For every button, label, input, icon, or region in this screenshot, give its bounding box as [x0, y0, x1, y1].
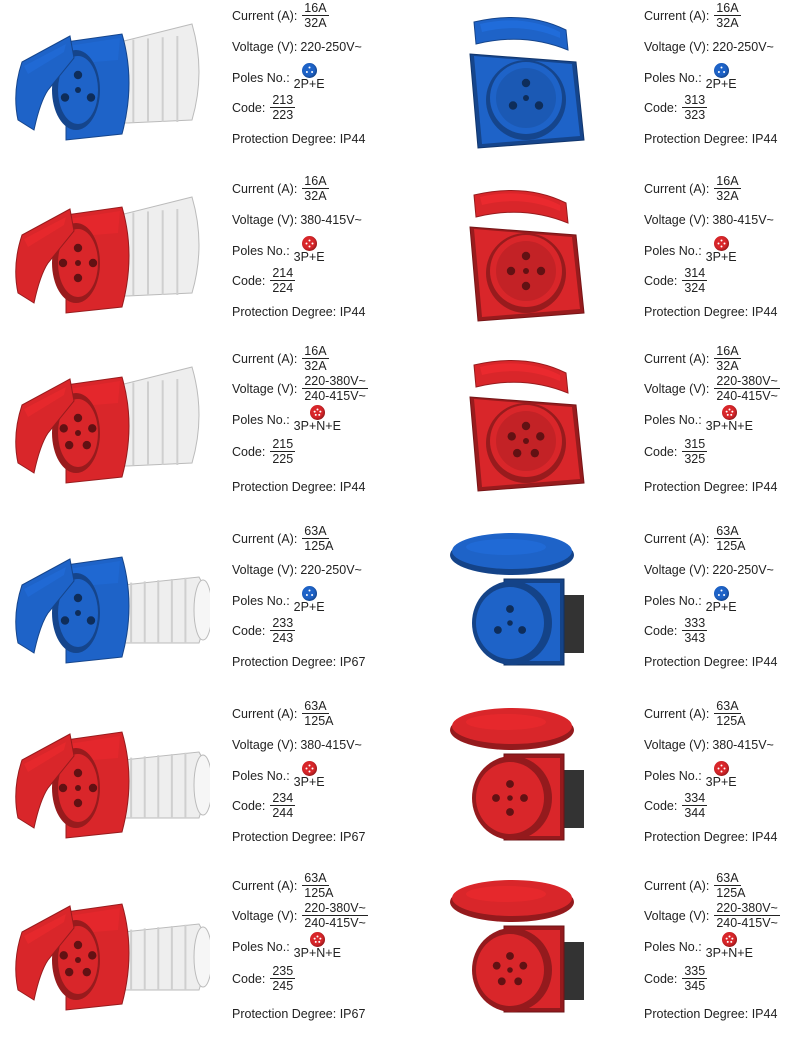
poles-text: 3P+E [293, 250, 325, 264]
current-row [644, 699, 748, 728]
voltage-values-lower: 240-415V~ [716, 916, 778, 930]
poles-row [232, 940, 341, 960]
code-values [270, 94, 295, 122]
protection-row [232, 305, 365, 319]
code-label: Code: [232, 799, 266, 813]
poles-label: Poles No.: [232, 413, 290, 427]
poles-label: Poles No.: [644, 71, 702, 85]
product-image [416, 175, 622, 325]
code-row [644, 791, 707, 820]
current-row [232, 524, 336, 553]
pole-pattern-icon [714, 236, 729, 251]
poles-row [232, 594, 325, 614]
voltage-values [714, 375, 780, 403]
poles-value [706, 932, 753, 960]
current-values-upper: 16A [716, 344, 739, 358]
voltage-row [644, 374, 780, 403]
code-row [232, 266, 295, 295]
code-values [270, 792, 295, 820]
code-values-lower: 225 [272, 452, 294, 466]
voltage-value: 380-415V~ [712, 213, 774, 227]
poles-value [706, 405, 753, 433]
code-values-lower: 345 [684, 979, 706, 993]
current-values-lower: 125A [304, 714, 334, 728]
current-values [714, 872, 747, 900]
poles-text: 3P+E [705, 775, 737, 789]
wall-socket-picture [416, 2, 622, 152]
protection-row [232, 655, 365, 669]
wall-socket-picture [416, 175, 622, 325]
code-label: Code: [232, 445, 266, 459]
code-label: Code: [644, 445, 678, 459]
poles-text: 3P+E [293, 775, 325, 789]
code-row [644, 616, 707, 645]
current-values-upper: 63A [304, 871, 327, 885]
pole-pattern-icon [302, 761, 317, 776]
current-row [232, 1, 329, 30]
protection-row [644, 1007, 777, 1021]
current-values-upper: 16A [716, 1, 739, 15]
voltage-row [232, 738, 362, 752]
protection-row [644, 655, 777, 669]
pole-pattern-icon [714, 63, 729, 78]
pole-pattern-icon [714, 761, 729, 776]
pole-pattern-icon [722, 405, 737, 420]
voltage-label: Voltage (V): [232, 40, 298, 54]
current-values [302, 700, 335, 728]
current-values [302, 345, 328, 373]
code-values [682, 267, 707, 295]
code-values-lower: 244 [272, 806, 294, 820]
current-label: Current (A): [232, 532, 298, 546]
code-label: Code: [232, 101, 266, 115]
voltage-row [644, 213, 774, 227]
current-values [714, 175, 740, 203]
protection-row [232, 480, 365, 494]
panel-socket-picture [416, 872, 622, 1022]
code-row [232, 964, 295, 993]
poles-label: Poles No.: [232, 594, 290, 608]
poles-text: 2P+E [705, 77, 737, 91]
code-label: Code: [232, 972, 266, 986]
code-row [644, 964, 707, 993]
code-values-upper: 315 [684, 437, 706, 451]
code-values-upper: 313 [684, 93, 706, 107]
poles-value [294, 761, 325, 789]
product-card [0, 700, 398, 872]
code-values [270, 267, 295, 295]
voltage-row [232, 40, 362, 54]
voltage-values-upper: 220-380V~ [304, 374, 366, 388]
voltage-values [302, 375, 368, 403]
poles-label: Poles No.: [644, 594, 702, 608]
current-values [714, 345, 740, 373]
current-values [714, 2, 740, 30]
current-values-lower: 32A [716, 189, 739, 203]
poles-row [644, 594, 737, 614]
voltage-label: Voltage (V): [232, 909, 298, 923]
voltage-label: Voltage (V): [644, 40, 710, 54]
protection-degree: Protection Degree: IP44 [644, 1007, 778, 1021]
code-values [682, 792, 707, 820]
current-values [302, 175, 328, 203]
protection-degree: Protection Degree: IP44 [232, 132, 366, 146]
voltage-value: 380-415V~ [300, 738, 362, 752]
voltage-values-lower: 240-415V~ [716, 389, 778, 403]
product-card [0, 345, 398, 517]
current-label: Current (A): [644, 352, 710, 366]
product-image [416, 872, 622, 1022]
current-values-upper: 63A [716, 524, 739, 538]
poles-row [232, 769, 325, 789]
product-image [4, 345, 210, 495]
poles-value [706, 761, 737, 789]
current-values-upper: 63A [716, 699, 739, 713]
code-values [270, 965, 295, 993]
current-row [644, 871, 748, 900]
code-values-upper: 233 [272, 616, 294, 630]
code-values-lower: 325 [684, 452, 706, 466]
current-values-lower: 125A [716, 714, 746, 728]
poles-text: 3P+E [705, 250, 737, 264]
code-label: Code: [644, 274, 678, 288]
code-values-lower: 245 [272, 979, 294, 993]
voltage-values-lower: 240-415V~ [304, 389, 366, 403]
current-label: Current (A): [644, 707, 710, 721]
current-row [644, 524, 748, 553]
current-label: Current (A): [232, 707, 298, 721]
code-values-lower: 344 [684, 806, 706, 820]
current-label: Current (A): [232, 352, 298, 366]
voltage-value: 220-250V~ [300, 40, 362, 54]
code-row [644, 93, 707, 122]
poles-row [232, 244, 325, 264]
current-values [714, 700, 747, 728]
product-image [416, 700, 622, 850]
code-label: Code: [232, 274, 266, 288]
code-label: Code: [232, 624, 266, 638]
poles-row [644, 413, 753, 433]
pole-pattern-icon [310, 932, 325, 947]
poles-text: 3P+N+E [293, 419, 341, 433]
current-values [302, 872, 335, 900]
voltage-label: Voltage (V): [644, 738, 710, 752]
product-image [416, 2, 622, 152]
protection-degree: Protection Degree: IP67 [232, 1007, 366, 1021]
current-label: Current (A): [232, 182, 298, 196]
protection-degree: Protection Degree: IP44 [644, 305, 778, 319]
code-values-upper: 215 [272, 437, 294, 451]
code-values-lower: 224 [272, 281, 294, 295]
current-values-lower: 125A [304, 886, 334, 900]
protection-row [232, 132, 365, 146]
voltage-row [232, 374, 368, 403]
code-values-lower: 243 [272, 631, 294, 645]
code-values-upper: 335 [684, 964, 706, 978]
protection-degree: Protection Degree: IP67 [232, 830, 366, 844]
current-row [644, 174, 741, 203]
voltage-row [232, 563, 362, 577]
poles-value [294, 405, 341, 433]
voltage-label: Voltage (V): [644, 213, 710, 227]
current-values-upper: 16A [716, 174, 739, 188]
voltage-label: Voltage (V): [644, 563, 710, 577]
poles-value [294, 932, 341, 960]
code-values-lower: 343 [684, 631, 706, 645]
connector-picture [4, 175, 210, 325]
product-card [0, 2, 398, 174]
current-row [232, 174, 329, 203]
panel-socket-picture [416, 700, 622, 850]
voltage-row [232, 901, 368, 930]
code-values-upper: 234 [272, 791, 294, 805]
connector-picture [4, 700, 210, 850]
current-values-lower: 125A [716, 886, 746, 900]
current-row [644, 1, 741, 30]
code-values-lower: 323 [684, 108, 706, 122]
poles-label: Poles No.: [644, 940, 702, 954]
current-row [232, 871, 336, 900]
voltage-label: Voltage (V): [232, 213, 298, 227]
current-values-upper: 63A [304, 524, 327, 538]
poles-row [644, 769, 737, 789]
poles-row [644, 940, 753, 960]
product-card [412, 2, 797, 174]
product-card [412, 345, 797, 517]
code-values-upper: 333 [684, 616, 706, 630]
pole-pattern-icon [722, 932, 737, 947]
product-image [416, 525, 622, 675]
pole-pattern-icon [714, 586, 729, 601]
connector-picture [4, 345, 210, 495]
poles-label: Poles No.: [644, 769, 702, 783]
product-image [4, 2, 210, 152]
current-label: Current (A): [644, 879, 710, 893]
pole-pattern-icon [310, 405, 325, 420]
code-values-lower: 223 [272, 108, 294, 122]
current-values-lower: 32A [304, 359, 327, 373]
protection-degree: Protection Degree: IP67 [232, 655, 366, 669]
protection-row [644, 132, 777, 146]
current-values-lower: 125A [716, 539, 746, 553]
poles-text: 3P+N+E [705, 946, 753, 960]
voltage-row [644, 40, 774, 54]
protection-row [644, 830, 777, 844]
code-row [232, 93, 295, 122]
current-values [302, 2, 328, 30]
voltage-values [302, 902, 368, 930]
poles-value [294, 236, 325, 264]
current-row [644, 344, 741, 373]
protection-degree: Protection Degree: IP44 [232, 305, 366, 319]
product-card [0, 175, 398, 347]
poles-text: 3P+N+E [705, 419, 753, 433]
current-label: Current (A): [644, 532, 710, 546]
product-image [4, 872, 210, 1022]
voltage-value: 220-250V~ [712, 40, 774, 54]
product-card [0, 872, 398, 1044]
poles-label: Poles No.: [644, 413, 702, 427]
pole-pattern-icon [302, 586, 317, 601]
code-values-lower: 324 [684, 281, 706, 295]
code-values-upper: 213 [272, 93, 294, 107]
poles-text: 3P+N+E [293, 946, 341, 960]
current-values-lower: 32A [716, 359, 739, 373]
product-card [412, 872, 797, 1044]
protection-row [644, 305, 777, 319]
code-label: Code: [644, 624, 678, 638]
code-row [232, 437, 295, 466]
current-values-upper: 63A [716, 871, 739, 885]
voltage-values-upper: 220-380V~ [716, 901, 778, 915]
voltage-values-upper: 220-380V~ [716, 374, 778, 388]
protection-degree: Protection Degree: IP44 [644, 830, 778, 844]
code-row [644, 266, 707, 295]
poles-label: Poles No.: [644, 244, 702, 258]
code-values [270, 438, 295, 466]
current-values-lower: 125A [304, 539, 334, 553]
protection-degree: Protection Degree: IP44 [644, 655, 778, 669]
connector-picture [4, 2, 210, 152]
code-values-upper: 214 [272, 266, 294, 280]
poles-text: 2P+E [705, 600, 737, 614]
protection-degree: Protection Degree: IP44 [232, 480, 366, 494]
poles-row [232, 71, 325, 91]
current-values-lower: 32A [716, 16, 739, 30]
voltage-row [232, 213, 362, 227]
voltage-values [714, 902, 780, 930]
current-values-lower: 32A [304, 16, 327, 30]
current-values-upper: 16A [304, 174, 327, 188]
pole-pattern-icon [302, 63, 317, 78]
protection-row [644, 480, 777, 494]
poles-value [706, 586, 737, 614]
panel-socket-picture [416, 525, 622, 675]
voltage-label: Voltage (V): [644, 909, 710, 923]
voltage-value: 380-415V~ [300, 213, 362, 227]
product-image [4, 175, 210, 325]
product-card [412, 700, 797, 872]
current-row [232, 699, 336, 728]
connector-picture [4, 872, 210, 1022]
poles-value [706, 63, 737, 91]
voltage-row [644, 901, 780, 930]
current-label: Current (A): [232, 879, 298, 893]
current-label: Current (A): [644, 9, 710, 23]
voltage-value: 380-415V~ [712, 738, 774, 752]
current-values-upper: 16A [304, 1, 327, 15]
poles-value [294, 586, 325, 614]
current-values [302, 525, 335, 553]
current-values-upper: 16A [304, 344, 327, 358]
voltage-label: Voltage (V): [232, 382, 298, 396]
protection-degree: Protection Degree: IP44 [644, 132, 778, 146]
poles-row [232, 413, 341, 433]
voltage-value: 220-250V~ [712, 563, 774, 577]
voltage-label: Voltage (V): [232, 563, 298, 577]
product-image [416, 345, 622, 495]
poles-label: Poles No.: [232, 71, 290, 85]
connector-picture [4, 525, 210, 675]
current-label: Current (A): [644, 182, 710, 196]
code-values-upper: 314 [684, 266, 706, 280]
current-values-upper: 63A [304, 699, 327, 713]
pole-pattern-icon [302, 236, 317, 251]
code-label: Code: [644, 799, 678, 813]
code-values [682, 94, 707, 122]
poles-row [644, 244, 737, 264]
poles-label: Poles No.: [232, 244, 290, 258]
poles-label: Poles No.: [232, 940, 290, 954]
current-label: Current (A): [232, 9, 298, 23]
poles-value [706, 236, 737, 264]
code-values-upper: 334 [684, 791, 706, 805]
code-values-upper: 235 [272, 964, 294, 978]
poles-row [644, 71, 737, 91]
poles-label: Poles No.: [232, 769, 290, 783]
voltage-row [644, 563, 774, 577]
product-card [0, 525, 398, 697]
wall-socket-picture [416, 345, 622, 495]
current-row [232, 344, 329, 373]
code-label: Code: [644, 101, 678, 115]
code-row [644, 437, 707, 466]
voltage-label: Voltage (V): [232, 738, 298, 752]
voltage-label: Voltage (V): [644, 382, 710, 396]
protection-row [232, 1007, 365, 1021]
product-card [412, 525, 797, 697]
code-values [682, 965, 707, 993]
code-values [682, 438, 707, 466]
product-image [4, 700, 210, 850]
poles-text: 2P+E [293, 600, 325, 614]
code-values [270, 617, 295, 645]
current-values-lower: 32A [304, 189, 327, 203]
product-card [412, 175, 797, 347]
voltage-row [644, 738, 774, 752]
poles-text: 2P+E [293, 77, 325, 91]
voltage-values-lower: 240-415V~ [304, 916, 366, 930]
protection-degree: Protection Degree: IP44 [644, 480, 778, 494]
code-label: Code: [644, 972, 678, 986]
code-row [232, 616, 295, 645]
voltage-value: 220-250V~ [300, 563, 362, 577]
code-values [682, 617, 707, 645]
current-values [714, 525, 747, 553]
protection-row [232, 830, 365, 844]
product-image [4, 525, 210, 675]
poles-value [294, 63, 325, 91]
code-row [232, 791, 295, 820]
voltage-values-upper: 220-380V~ [304, 901, 366, 915]
